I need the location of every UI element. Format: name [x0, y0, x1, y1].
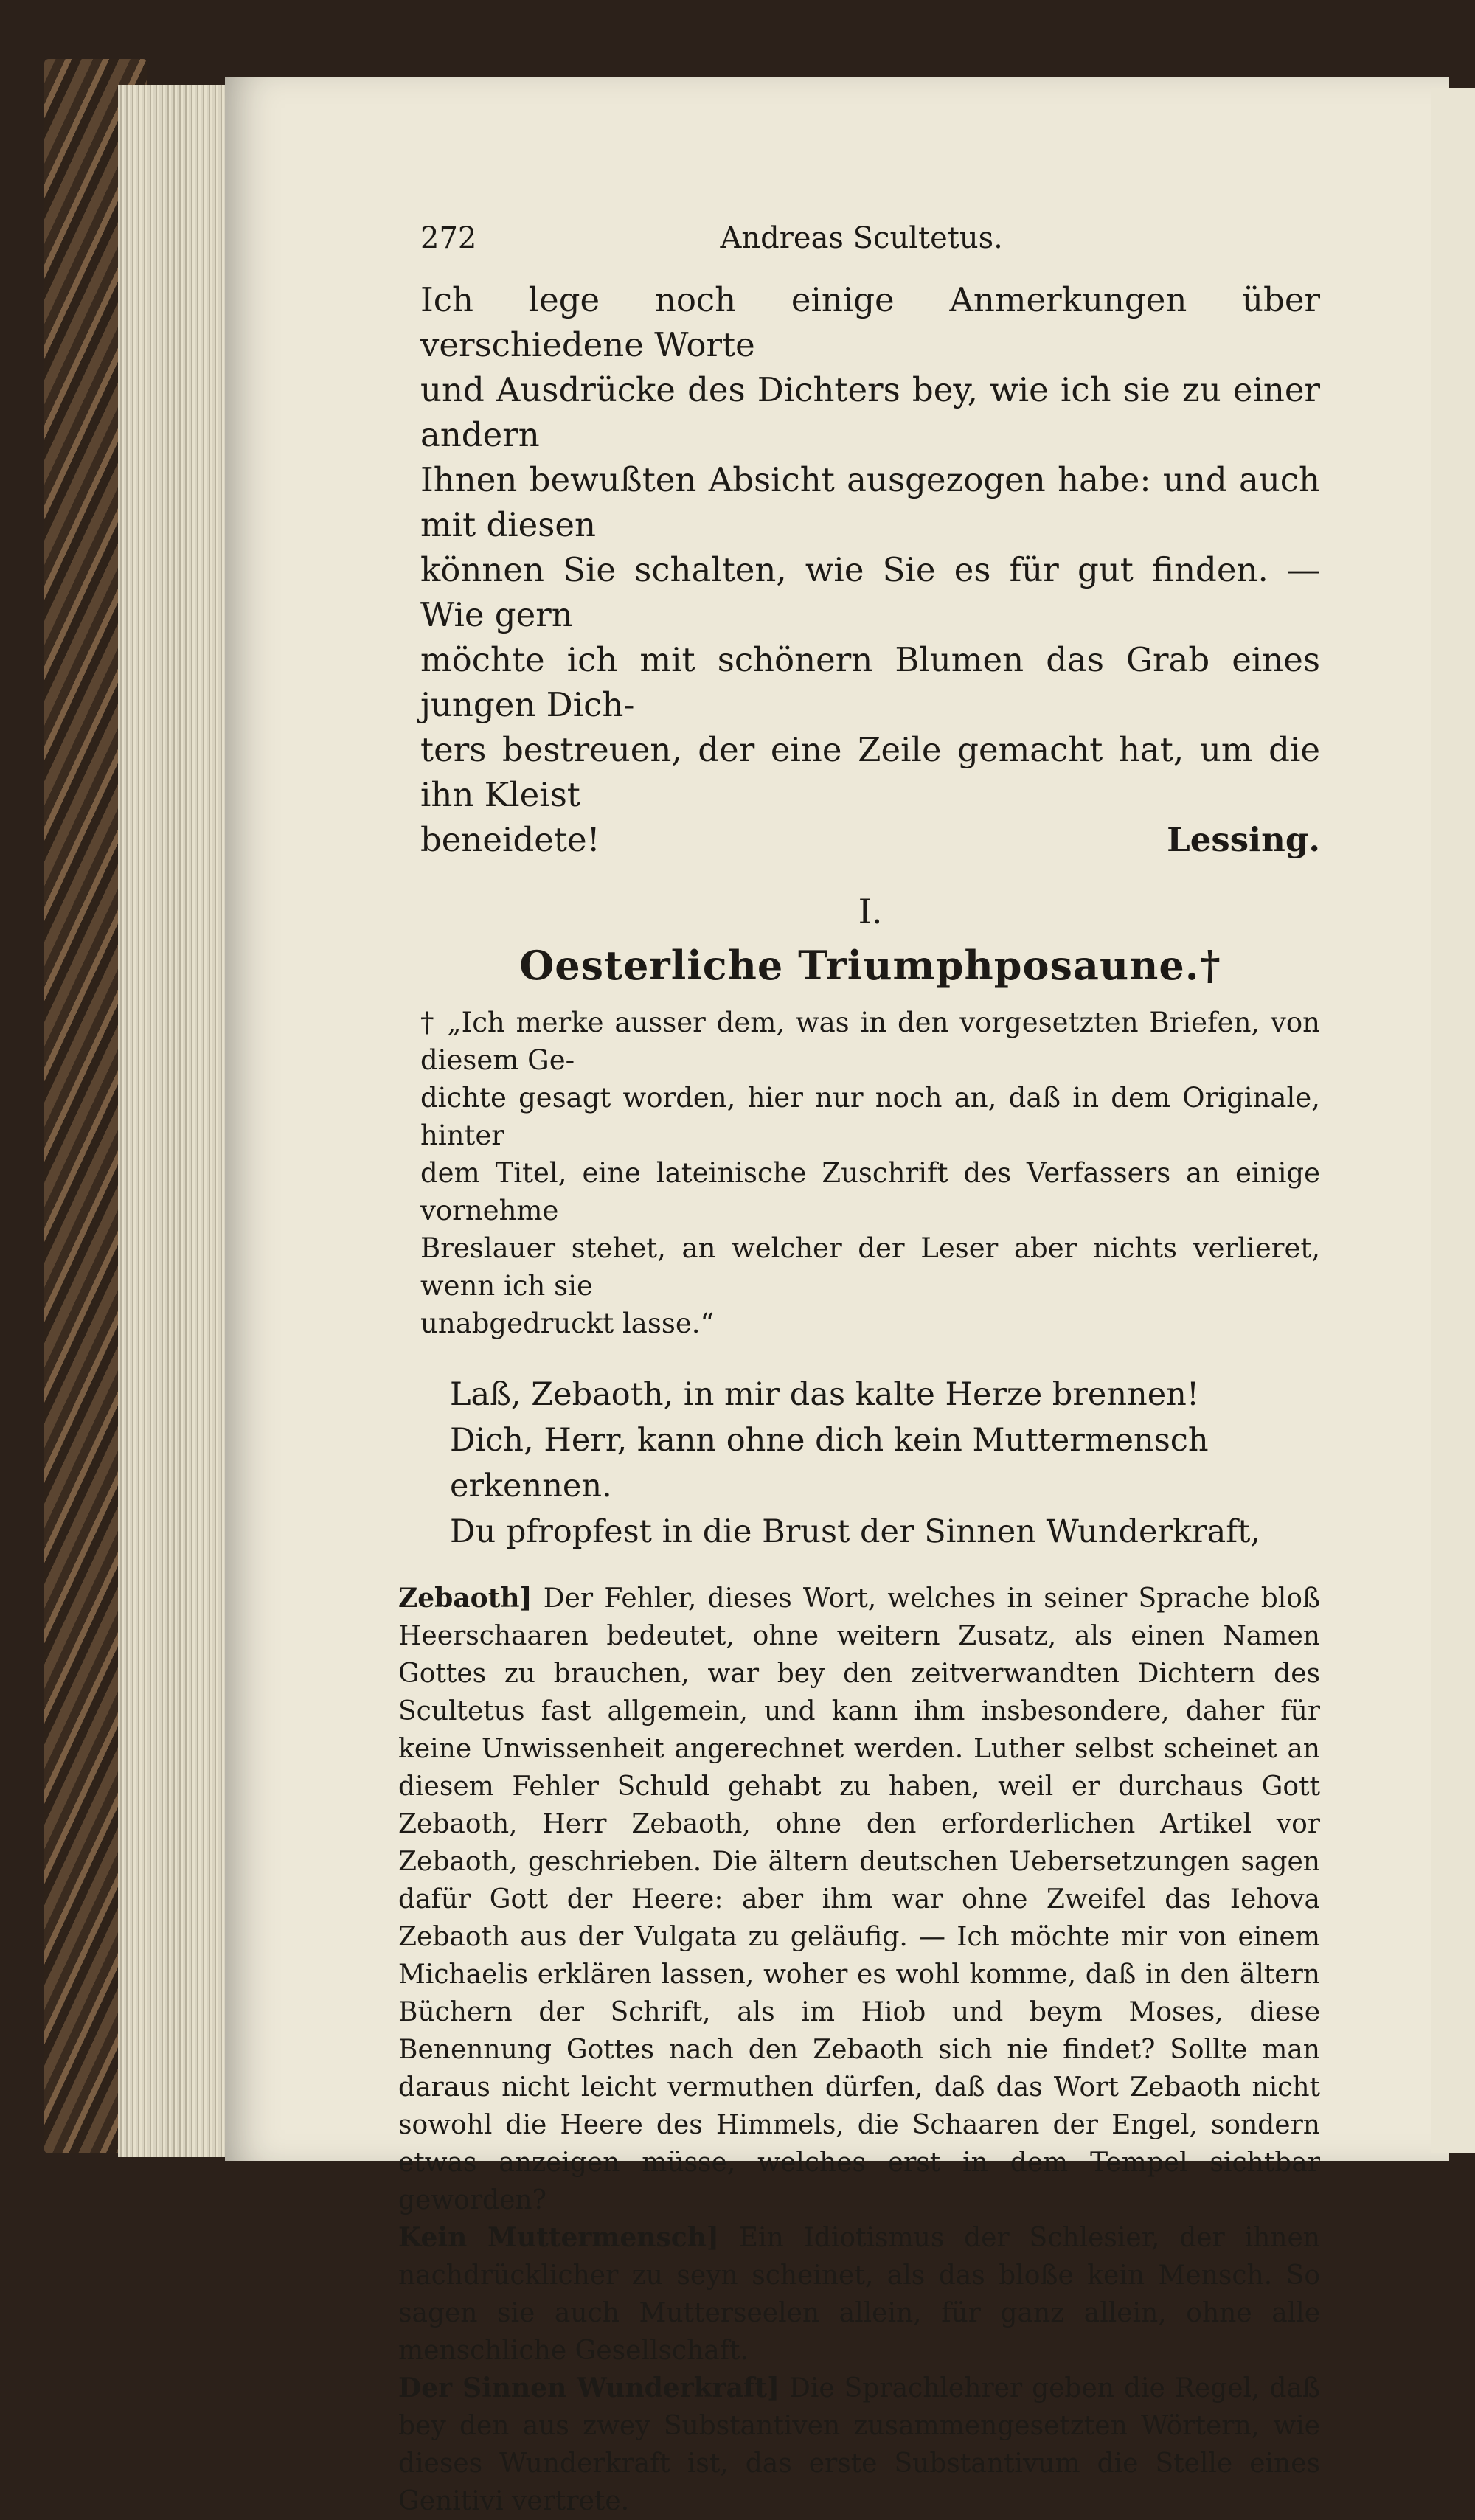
- note-lemma: Kein Muttermensch]: [398, 2222, 719, 2253]
- note-lemma: Der Sinnen Wunderkraft]: [398, 2373, 780, 2403]
- page-edges: [118, 85, 229, 2157]
- note-text: Die Sprachlehrer geben die Regel, daß bey den aus zwey Substantiven zusammengesetzten Wörtern, wie dieses Wunderkraft ist, das erste Substantivum die Stelle eines Genitivi vertrete.: [398, 2373, 1320, 2516]
- intro-last-line: beneidete!: [420, 820, 600, 859]
- footnote-line: Breslauer stehet, an welcher der Leser aber nichts verlieret, wenn ich sie: [420, 1232, 1320, 1302]
- intro-line: Ihnen bewußten Absicht ausgezogen habe: und auch mit diesen: [420, 460, 1320, 544]
- commentary-note: [398, 1580, 1320, 2219]
- note-text: Ein Idiotismus der Schlesier, der ihnen nachdrücklicher zu seyn scheinet, als das bloße kein Mensch. So sagen sie auch Mutterseelen allein, für ganz allein, ohne alle menschliche Gesellschaft.: [398, 2223, 1320, 2366]
- running-title: Andreas Scultetus.: [720, 221, 1003, 255]
- footnote: [420, 1004, 1320, 1342]
- intro-paragraph: [420, 277, 1320, 862]
- footnote-line: † „Ich merke ausser dem, was in den vorgesetzten Briefen, von diesem Ge-: [420, 1007, 1320, 1076]
- section-title: Oesterliche Triumphposaune.†: [519, 942, 1221, 989]
- intro-line: können Sie schalten, wie Sie es für gut finden. — Wie gern: [420, 550, 1320, 634]
- footnote-line: dichte gesagt worden, hier nur noch an, daß in dem Originale, hinter: [420, 1082, 1320, 1151]
- commentary-notes: [398, 1580, 1321, 2520]
- section-numeral: I.: [858, 892, 883, 931]
- poem-verse: [420, 1372, 1320, 1555]
- intro-line: möchte ich mit schönern Blumen das Grab eines jungen Dich-: [420, 640, 1320, 724]
- footnote-line: dem Titel, eine lateinische Zuschrift des Verfassers an einige vornehme: [420, 1157, 1320, 1226]
- page-number: 272: [420, 221, 477, 255]
- intro-line: Ich lege noch einige Anmerkungen über verschiedene Worte: [420, 280, 1320, 364]
- commentary-note: [398, 2219, 1320, 2370]
- note-text: Der Fehler, dieses Wort, welches in seiner Sprache bloß Heerschaaren bedeutet, ohne weitern Zusatz, als einen Namen Gottes zu brauchen, war bey den zeitverwandten Dichtern des Scultetus fast allgemein, und kann ihm insbesondere, daher für keine Unwissenheit angerechnet werden. Luther selbst scheinet an diesem Fehler Schuld gehabt zu haben, weil er durchaus Gott Zebaoth, Herr Zebaoth, ohne den erforderlichen Artikel vor Zebaoth, geschrieben. Die ältern deutschen Uebersetzungen sagen dafür Gott der Heere: aber ihm war ohne Zweifel das Iehova Zebaoth aus der Vulgata zu geläufig. — Ich möchte mir von einem Michaelis erklären lassen, woher es wohl komme, daß in den ältern Büchern der Schrift, als im Hiob und beym Moses, diese Benennung Gottes nach den Zebaoth sich nie findet? Sollte man daraus nicht leicht vermuthen dürfen, daß das Wort Zebaoth nicht sowohl die Heere des Himmels, die Schaaren der Engel, sondern etwas anzeigen müsse, welches erst in dem Tempel sichtbar geworden?: [398, 1583, 1321, 2215]
- note-lemma: Zebaoth]: [398, 1583, 532, 1614]
- intro-closing-line: [420, 817, 1320, 862]
- running-header: [420, 221, 1320, 255]
- facing-page-edge: [1431, 88, 1475, 2153]
- verse-line: Laß, Zebaoth, in mir das kalte Herze brennen!: [450, 1376, 1200, 1413]
- commentary-note: [398, 2370, 1320, 2520]
- verse-line: Dich, Herr, kann ohne dich kein Muttermensch erkennen.: [450, 1422, 1209, 1504]
- signature: Lessing.: [1167, 820, 1320, 859]
- verse-line: Du pfropfest in die Brust der Sinnen Wunderkraft,: [450, 1513, 1261, 1550]
- intro-line: ters bestreuen, der eine Zeile gemacht hat, um die ihn Kleist: [420, 730, 1320, 814]
- page-text: [398, 221, 1321, 2520]
- intro-line: und Ausdrücke des Dichters bey, wie ich sie zu einer andern: [420, 370, 1320, 454]
- footnote-line: unabgedruckt lasse.“: [420, 1308, 715, 1339]
